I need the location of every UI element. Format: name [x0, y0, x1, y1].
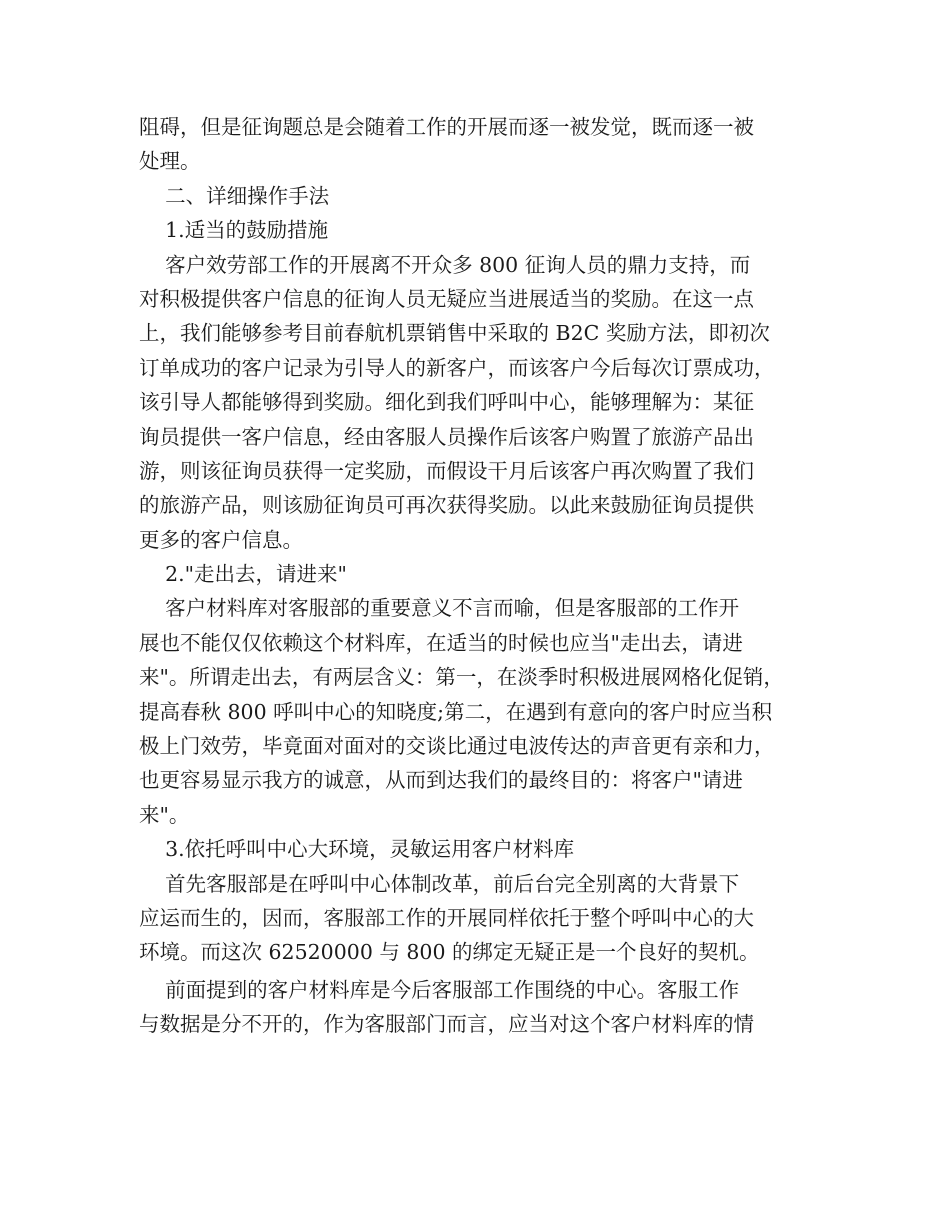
text-line: 该引导人都能够得到奖励。细化到我们呼叫中心，能够理解为：某征: [139, 390, 754, 415]
text-line: 询员提供一客户信息，经由客服人员操作后该客户购置了旅游产品出: [139, 424, 754, 449]
text-line: 应运而生的，因而，客服部工作的开展同样依托于整个呼叫中心的大: [139, 905, 754, 930]
text-line: 阻碍，但是征询题总是会随着工作的开展而逐一被发觉，既而逐一被: [139, 115, 754, 139]
text-line: 与数据是分不开的，作为客服部门而言，应当对这个客户材料库的情: [139, 1012, 754, 1037]
text-line: 首先客服部是在呼叫中心体制改革，前后台完全别离的大背景下: [139, 871, 740, 896]
subsection-heading: 2."走出去，请进来": [139, 562, 347, 587]
text-line: 展也不能仅仅依赖这个材料库，在适当的时候也应当"走出去，请进: [139, 630, 743, 655]
text-line: 的旅游产品，则该励征询员可再次获得奖励。以此来鼓励征询员提供: [139, 493, 754, 518]
document-body: [139, 110, 819, 1042]
text-line: 前面提到的客户材料库是今后客服部工作围绕的中心。客服工作: [139, 977, 740, 1002]
text-line: 游，则该征询员获得一定奖励，而假设干月后该客户再次购置了我们: [139, 458, 754, 483]
subsection-heading: 3.依托呼叫中心大环境，灵敏运用客户材料库: [139, 837, 575, 862]
text-line: 来"。: [139, 802, 190, 827]
text-line: 也更容易显示我方的诚意，从而到达我们的最终目的：将客户"请进: [139, 768, 743, 793]
text-line: 更多的客户信息。: [139, 527, 303, 552]
text-line: 极上门效劳，毕竟面对面对的交谈比通过电波传达的声音更有亲和力，: [139, 734, 775, 759]
text-line: 处理。: [139, 149, 201, 174]
section-heading: 二、详细操作手法: [139, 183, 330, 208]
text-line: 来"。所谓走出去，有两层含义：第一，在淡季时积极进展网格化促销，: [139, 665, 784, 690]
text-line: 订单成功的客户记录为引导人的新客户，而该客户今后每次订票成功，: [139, 355, 775, 380]
text-line: 上，我们能够参考目前春航机票销售中采取的 B2C 奖励方法，即初次: [139, 321, 770, 346]
text-line: 环境。而这次 62520000 与 800 的绑定无疑正是一个良好的契机。: [139, 940, 760, 965]
text-line: 客户材料库对客服部的重要意义不言而喻，但是客服部的工作开: [139, 596, 740, 621]
subsection-heading: 1.适当的鼓励措施: [139, 218, 329, 243]
text-line: 客户效劳部工作的开展离不开众多 800 征询人员的鼎力支持，而: [139, 252, 751, 277]
text-line: 提高春秋 800 呼叫中心的知晓度;第二，在遇到有意向的客户时应当积: [139, 699, 773, 724]
text-line: 对积极提供客户信息的征询人员无疑应当进展适当的奖励。在这一点: [139, 286, 754, 311]
